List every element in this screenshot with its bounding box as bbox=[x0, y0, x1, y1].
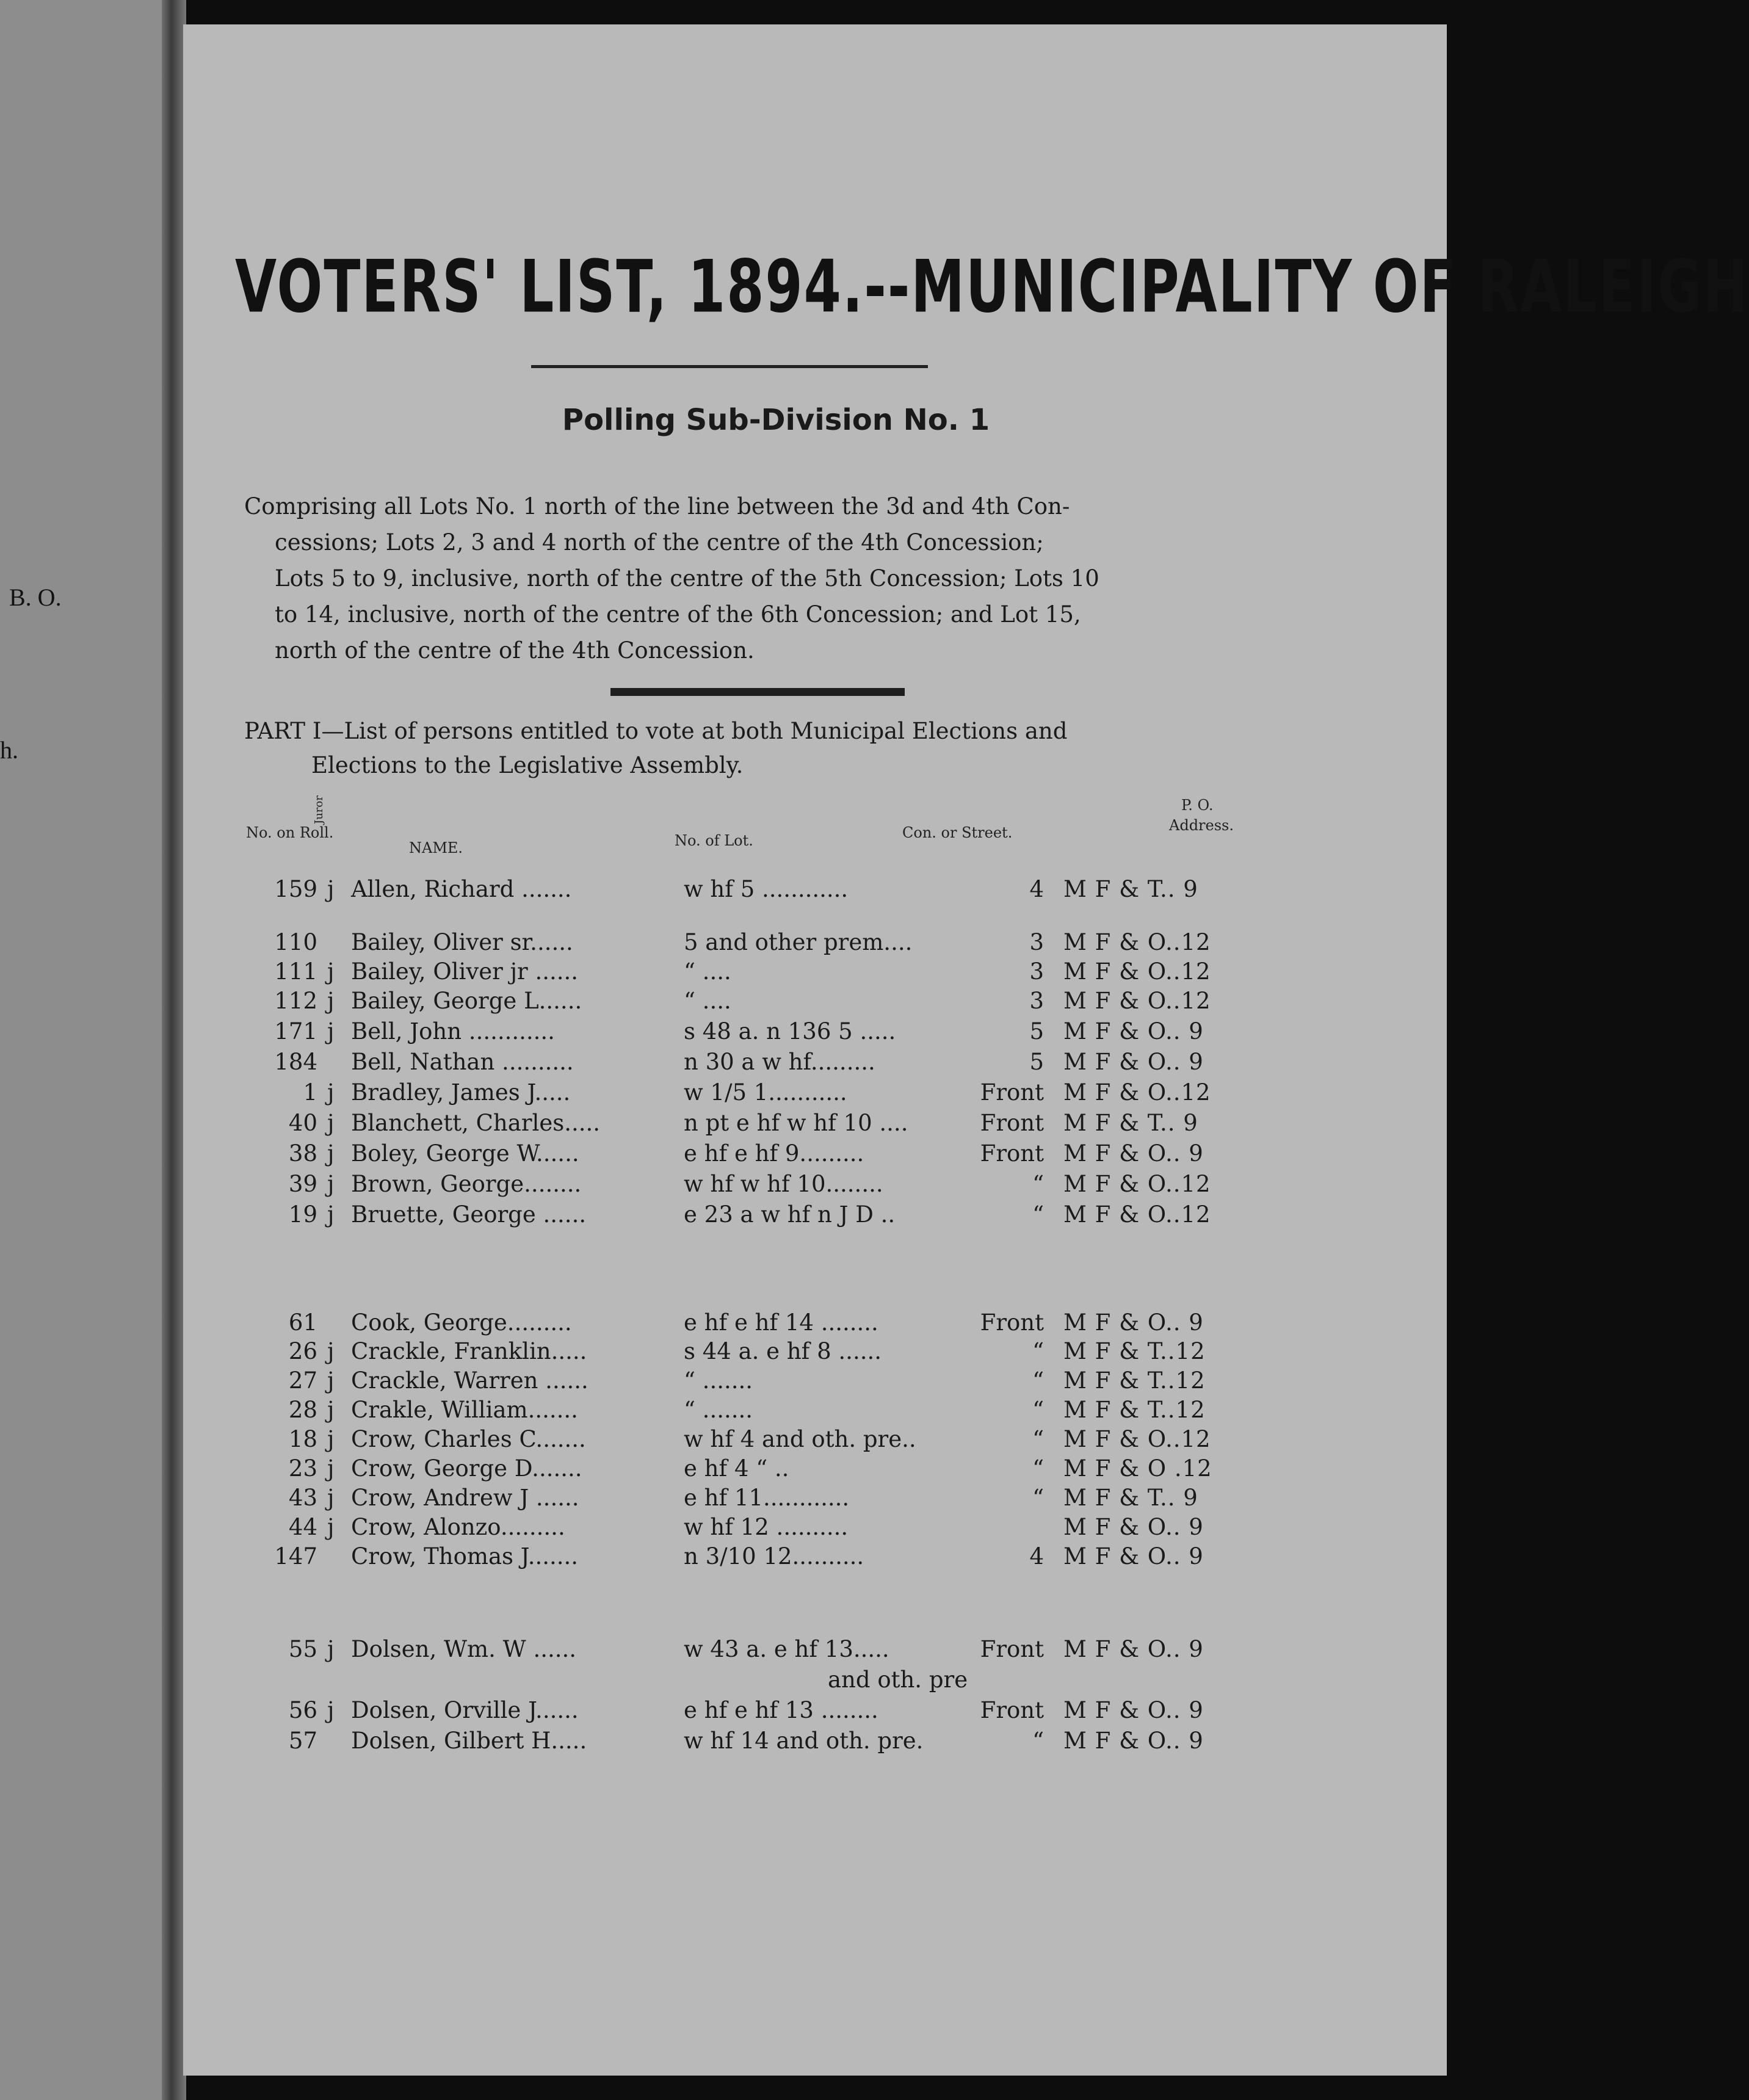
column-header-po-1: P. O. bbox=[1181, 797, 1214, 814]
juror-mark: j bbox=[327, 958, 335, 985]
concession: “ bbox=[1032, 1171, 1044, 1197]
row-number: 38 bbox=[288, 1140, 317, 1167]
concession: Front bbox=[980, 1140, 1044, 1167]
lot-number: w hf 12 .......... bbox=[684, 1514, 849, 1540]
table-row bbox=[0, 1455, 1521, 1486]
column-header-lot: No. of Lot. bbox=[675, 832, 753, 849]
lot-number: “ .... bbox=[684, 988, 731, 1014]
post-office-address: M F & O.. 9 bbox=[1063, 1728, 1204, 1754]
description-line: Lots 5 to 9, inclusive, north of the centre of the 5th Concession; Lots 10 bbox=[275, 565, 1099, 592]
row-number: 18 bbox=[288, 1426, 317, 1452]
lot-number: s 44 a. e hf 8 ...... bbox=[684, 1338, 882, 1364]
lot-number: “ ....... bbox=[684, 1397, 753, 1423]
post-office-address: M F & T..12 bbox=[1063, 1367, 1206, 1394]
voter-name: Crow, George D....... bbox=[351, 1455, 582, 1482]
juror-mark: j bbox=[327, 1426, 335, 1452]
row-number: 44 bbox=[288, 1514, 317, 1540]
column-header-con: Con. or Street. bbox=[902, 824, 1013, 841]
voter-name: Dolsen, Orville J...... bbox=[351, 1697, 579, 1723]
juror-mark: j bbox=[327, 988, 335, 1014]
lot-number: n pt e hf w hf 10 .... bbox=[684, 1110, 908, 1136]
concession: “ bbox=[1032, 1367, 1044, 1394]
post-office-address: M F & T.. 9 bbox=[1063, 1485, 1198, 1511]
table-row bbox=[0, 958, 1521, 989]
post-office-address: M F & O.. 9 bbox=[1063, 1636, 1204, 1662]
row-number: 27 bbox=[288, 1367, 317, 1394]
voter-name: Crow, Alonzo......... bbox=[351, 1514, 565, 1540]
juror-mark: j bbox=[327, 1110, 335, 1136]
concession: Front bbox=[980, 1697, 1044, 1723]
concession: 5 bbox=[1029, 1018, 1044, 1045]
table-row bbox=[0, 1201, 1521, 1232]
voter-name: Crackle, Franklin..... bbox=[351, 1338, 587, 1364]
concession: 3 bbox=[1029, 929, 1044, 955]
post-office-address: M F & O.. 9 bbox=[1063, 1018, 1204, 1045]
post-office-address: M F & O..12 bbox=[1063, 929, 1211, 955]
lot-number: “ .... bbox=[684, 958, 731, 985]
lot-number: e hf e hf 9......... bbox=[684, 1140, 864, 1167]
concession: 4 bbox=[1029, 876, 1044, 902]
post-office-address: M F & O..12 bbox=[1063, 1201, 1211, 1228]
juror-mark: j bbox=[327, 1201, 335, 1228]
row-number: 43 bbox=[288, 1485, 317, 1511]
table-row bbox=[0, 876, 1521, 907]
row-number: 39 bbox=[288, 1171, 317, 1197]
concession: 5 bbox=[1029, 1049, 1044, 1075]
table-row bbox=[0, 1485, 1521, 1515]
voter-name: Crow, Charles C....... bbox=[351, 1426, 586, 1452]
lot-continuation: and oth. pre bbox=[828, 1667, 968, 1693]
lot-number: e 23 a w hf n J D .. bbox=[684, 1201, 896, 1228]
lot-number: n 3/10 12.......... bbox=[684, 1543, 864, 1570]
voter-name: Bailey, George L...... bbox=[351, 988, 582, 1014]
row-number: 159 bbox=[274, 876, 317, 902]
part-heading bbox=[244, 714, 1251, 783]
table-row bbox=[0, 929, 1521, 960]
subdivision-description bbox=[244, 488, 1251, 668]
previous-page-text: B. O. bbox=[9, 584, 62, 611]
concession: 4 bbox=[1029, 1543, 1044, 1570]
table-row bbox=[0, 988, 1521, 1018]
voter-name: Crakle, William....... bbox=[351, 1397, 578, 1423]
section-divider bbox=[610, 688, 905, 696]
voter-name: Crow, Andrew J ...... bbox=[351, 1485, 579, 1511]
concession: Front bbox=[980, 1079, 1044, 1106]
lot-number: “ ....... bbox=[684, 1367, 753, 1394]
table-row bbox=[0, 1110, 1521, 1140]
voter-name: Bailey, Oliver sr...... bbox=[351, 929, 573, 955]
juror-mark: j bbox=[327, 1514, 335, 1540]
previous-page-text: h. bbox=[0, 736, 18, 764]
row-number: 110 bbox=[274, 929, 317, 955]
row-number: 171 bbox=[274, 1018, 317, 1045]
concession: 3 bbox=[1029, 988, 1044, 1014]
post-office-address: M F & O..12 bbox=[1063, 1079, 1211, 1106]
part-heading-line: Elections to the Legislative Assembly. bbox=[311, 752, 744, 778]
table-row bbox=[0, 1543, 1521, 1574]
row-number: 23 bbox=[288, 1455, 317, 1482]
post-office-address: M F & T.. 9 bbox=[1063, 1110, 1198, 1136]
post-office-address: M F & O.. 9 bbox=[1063, 1697, 1204, 1723]
row-number: 19 bbox=[288, 1201, 317, 1228]
lot-number: w hf w hf 10........ bbox=[684, 1171, 883, 1197]
lot-number: n 30 a w hf......... bbox=[684, 1049, 875, 1075]
description-line: Comprising all Lots No. 1 north of the line between the 3d and 4th Con- bbox=[244, 493, 1070, 520]
concession: “ bbox=[1032, 1485, 1044, 1511]
part-heading-line: PART I—List of persons entitled to vote at both Municipal Elections and bbox=[244, 718, 1068, 744]
row-number: 184 bbox=[274, 1049, 317, 1075]
concession: “ bbox=[1032, 1455, 1044, 1482]
row-number: 111 bbox=[274, 958, 317, 985]
lot-number: e hf e hf 14 ........ bbox=[684, 1309, 878, 1336]
juror-mark: j bbox=[327, 1636, 335, 1662]
post-office-address: M F & T.. 9 bbox=[1063, 876, 1198, 902]
concession: Front bbox=[980, 1309, 1044, 1336]
description-line: cessions; Lots 2, 3 and 4 north of the centre of the 4th Concession; bbox=[275, 529, 1044, 556]
juror-mark: j bbox=[327, 1018, 335, 1045]
page-subtitle: Polling Sub-Division No. 1 bbox=[562, 403, 990, 437]
lot-number: s 48 a. n 136 5 ..... bbox=[684, 1018, 896, 1045]
row-number: 56 bbox=[288, 1697, 317, 1723]
row-number: 61 bbox=[288, 1309, 317, 1336]
table-row bbox=[0, 1397, 1521, 1427]
voter-name: Bruette, George ...... bbox=[351, 1201, 587, 1228]
lot-number: w 1/5 1........... bbox=[684, 1079, 847, 1106]
post-office-address: M F & T..12 bbox=[1063, 1338, 1206, 1364]
voter-name: Bell, John ............ bbox=[351, 1018, 555, 1045]
description-line: to 14, inclusive, north of the centre of the 6th Concession; and Lot 15, bbox=[275, 601, 1081, 628]
lot-number: e hf 4 “ .. bbox=[684, 1455, 789, 1482]
concession: “ bbox=[1032, 1397, 1044, 1423]
table-row bbox=[0, 1049, 1521, 1079]
concession: Front bbox=[980, 1110, 1044, 1136]
juror-mark: j bbox=[327, 1079, 335, 1106]
row-number: 28 bbox=[288, 1397, 317, 1423]
lot-number: w hf 4 and oth. pre.. bbox=[684, 1426, 916, 1452]
juror-mark: j bbox=[327, 1455, 335, 1482]
juror-mark: j bbox=[327, 1485, 335, 1511]
lot-number: 5 and other prem.... bbox=[684, 929, 913, 955]
table-row bbox=[0, 1728, 1521, 1758]
column-header-name: NAME. bbox=[409, 839, 463, 856]
table-row bbox=[0, 1140, 1521, 1171]
voter-name: Dolsen, Wm. W ...... bbox=[351, 1636, 577, 1662]
table-row bbox=[0, 1338, 1521, 1369]
table-row bbox=[0, 1367, 1521, 1398]
row-number: 55 bbox=[288, 1636, 317, 1662]
voter-name: Boley, George W...... bbox=[351, 1140, 579, 1167]
post-office-address: M F & T..12 bbox=[1063, 1397, 1206, 1423]
page-title: VOTERS' LIST, 1894.--MUNICIPALITY OF RALEIGH bbox=[235, 244, 1749, 330]
table-row bbox=[0, 1079, 1521, 1110]
concession: 3 bbox=[1029, 958, 1044, 985]
title-divider bbox=[531, 365, 928, 368]
post-office-address: M F & O.. 9 bbox=[1063, 1514, 1204, 1540]
voter-name: Crow, Thomas J....... bbox=[351, 1543, 579, 1570]
lot-number: w hf 14 and oth. pre. bbox=[684, 1728, 924, 1754]
lot-number: w 43 a. e hf 13..... bbox=[684, 1636, 889, 1662]
lot-number: w hf 5 ............ bbox=[684, 876, 849, 902]
table-row bbox=[0, 1018, 1521, 1049]
juror-mark: j bbox=[327, 1397, 335, 1423]
table-row bbox=[0, 1636, 1521, 1667]
post-office-address: M F & O.. 9 bbox=[1063, 1140, 1204, 1167]
post-office-address: M F & O .12 bbox=[1063, 1455, 1212, 1482]
voter-name: Cook, George......... bbox=[351, 1309, 572, 1336]
concession: “ bbox=[1032, 1338, 1044, 1364]
row-number: 147 bbox=[274, 1543, 317, 1570]
post-office-address: M F & O..12 bbox=[1063, 958, 1211, 985]
post-office-address: M F & O.. 9 bbox=[1063, 1049, 1204, 1075]
description-line: north of the centre of the 4th Concession. bbox=[275, 637, 755, 664]
juror-mark: j bbox=[327, 1697, 335, 1723]
post-office-address: M F & O.. 9 bbox=[1063, 1543, 1204, 1570]
concession: “ bbox=[1032, 1728, 1044, 1754]
row-number: 112 bbox=[274, 988, 317, 1014]
concession: “ bbox=[1032, 1201, 1044, 1228]
juror-mark: j bbox=[327, 1140, 335, 1167]
juror-mark: j bbox=[327, 1171, 335, 1197]
voter-name: Blanchett, Charles..... bbox=[351, 1110, 601, 1136]
column-header-po-2: Address. bbox=[1169, 817, 1234, 834]
concession: Front bbox=[980, 1636, 1044, 1662]
post-office-address: M F & O.. 9 bbox=[1063, 1309, 1204, 1336]
table-row bbox=[0, 1171, 1521, 1201]
voter-name: Bell, Nathan .......... bbox=[351, 1049, 574, 1075]
table-row bbox=[0, 1697, 1521, 1728]
row-number: 26 bbox=[288, 1338, 317, 1364]
table-row bbox=[0, 1514, 1521, 1544]
row-number: 1 bbox=[303, 1079, 317, 1106]
table-row bbox=[0, 1309, 1521, 1340]
lot-number: e hf 11............ bbox=[684, 1485, 850, 1511]
concession: “ bbox=[1032, 1426, 1044, 1452]
juror-mark: j bbox=[327, 1338, 335, 1364]
voter-name: Crackle, Warren ...... bbox=[351, 1367, 588, 1394]
voter-name: Brown, George........ bbox=[351, 1171, 582, 1197]
post-office-address: M F & O..12 bbox=[1063, 1171, 1211, 1197]
post-office-address: M F & O..12 bbox=[1063, 988, 1211, 1014]
voter-name: Bradley, James J..... bbox=[351, 1079, 571, 1106]
lot-number: e hf e hf 13 ........ bbox=[684, 1697, 878, 1723]
juror-mark: j bbox=[327, 1367, 335, 1394]
column-header-no: No. on Roll. bbox=[246, 824, 334, 841]
column-header-juror: Juror bbox=[313, 795, 325, 824]
voter-name: Allen, Richard ....... bbox=[351, 876, 572, 902]
table-row bbox=[0, 1426, 1521, 1457]
juror-mark: j bbox=[327, 876, 335, 902]
post-office-address: M F & O..12 bbox=[1063, 1426, 1211, 1452]
row-number: 40 bbox=[288, 1110, 317, 1136]
voter-name: Bailey, Oliver jr ...... bbox=[351, 958, 579, 985]
voter-name: Dolsen, Gilbert H..... bbox=[351, 1728, 587, 1754]
row-number: 57 bbox=[288, 1728, 317, 1754]
table-row bbox=[0, 1667, 1521, 1697]
